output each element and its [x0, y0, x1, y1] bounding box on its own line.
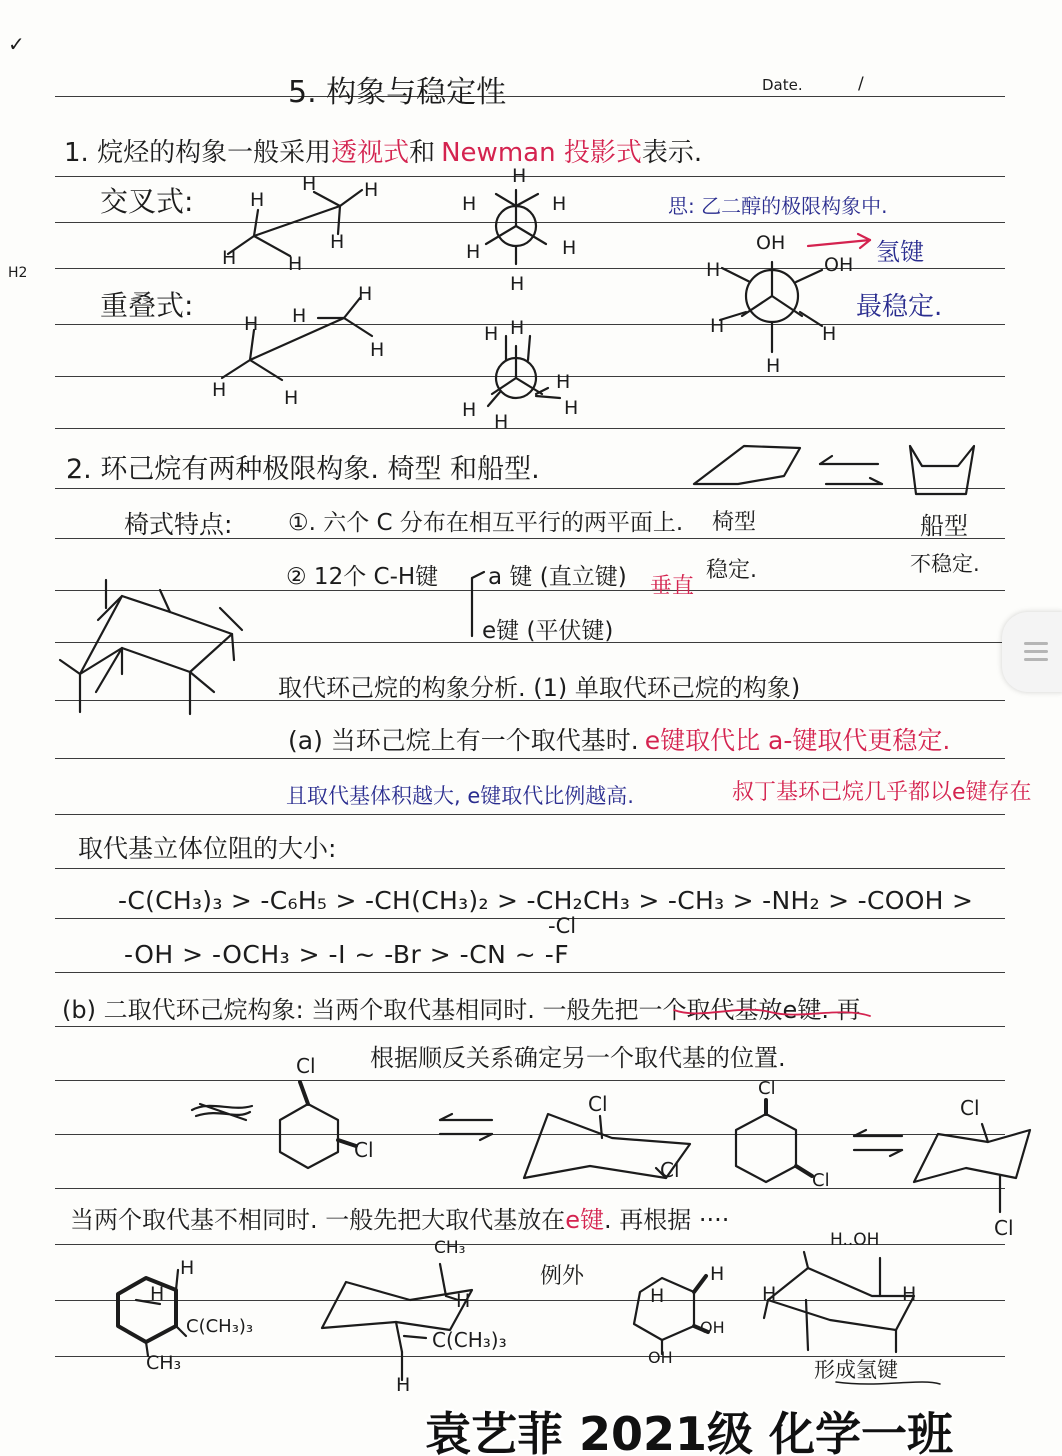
heading-highlight: 透视式 — [331, 138, 410, 168]
hydrogen-atom-label: H — [562, 237, 577, 259]
hydrogen-atom-label: H — [710, 1263, 725, 1285]
glycol-oh-right: OH — [824, 254, 854, 276]
hydrogen-atom-label: H — [462, 193, 477, 215]
tbutyl-note: 叔丁基环己烷几乎都以e键存在 — [732, 780, 1032, 805]
hydrogen-atom-label: H — [706, 259, 721, 281]
steric-line2: -OH > -OCH₃ > -I ~ -Br > -CN ~ -F — [124, 940, 570, 969]
scroll-handle[interactable] — [1002, 612, 1062, 692]
steric-line1: -C(CH₃)₃ > -C₆H₅ > -CH(CH₃)₂ > -CH₂CH₃ > -CH₃ > -NH₂ > -COOH > — [118, 886, 974, 915]
tbu-chair — [322, 1264, 472, 1380]
chair-stable-label: 稳定. — [706, 558, 757, 583]
red-wavy-underline — [674, 1010, 870, 1016]
bond-bracket — [472, 572, 484, 578]
glycol-oh-top: OH — [756, 232, 786, 254]
hydrogen-atom-label: H — [466, 241, 481, 263]
h-label-a: H — [456, 1290, 471, 1312]
hydrogen-atom-label: H — [150, 1283, 165, 1305]
hydrogen-atom-label: H — [288, 253, 303, 275]
hydrogen-atom-label: H — [494, 411, 509, 433]
ctbu-label-1: C(CH₃)₃ — [186, 1316, 254, 1337]
disub-hexagon-2 — [736, 1100, 812, 1182]
boat-conformer — [910, 446, 974, 494]
equilibrium-arrows-3 — [854, 1130, 902, 1156]
disub-line2: 根据顺反关系确定另一个取代基的位置. — [370, 1044, 786, 1072]
hydrogen-atom-label: H — [284, 387, 299, 409]
date-label: Date. — [762, 76, 803, 94]
oh-label-1: OH — [700, 1318, 725, 1337]
disub-cl-7: Cl — [960, 1096, 980, 1120]
disub-cl-2: Cl — [354, 1138, 374, 1162]
disub-cl-8: Cl — [994, 1216, 1014, 1240]
glycol-newman — [720, 262, 822, 352]
ch3-label-1: CH₃ — [146, 1352, 182, 1374]
chair-features-label: 椅式特点: — [124, 510, 233, 539]
disub-chair-1 — [524, 1114, 690, 1182]
handle-bar — [1024, 642, 1048, 645]
chair-point1: ①. 六个 C 分布在相互平行的两平面上. — [288, 510, 684, 536]
glycol-note-title: 思: 乙二醇的极限构象中. — [668, 194, 888, 218]
disub-hexagon-1 — [280, 1082, 356, 1168]
margin-h2: H2 — [8, 265, 28, 281]
handle-bar — [1024, 650, 1048, 653]
hydrogen-atom-label: H — [822, 323, 837, 345]
staggered-newman — [486, 190, 546, 264]
section2-heading: 2. 环己烷有两种极限构象. 椅型 和船型. — [66, 454, 540, 485]
hydrogen-atom-label: H — [512, 165, 527, 187]
hydrogen-atom-label: H — [180, 1257, 195, 1279]
chair-point2: ② 12个 C-H键 — [286, 564, 439, 590]
hbond-underline — [836, 1382, 940, 1384]
hydrogen-atom-label: H — [762, 1283, 777, 1305]
blue-note: 且取代基体积越大, e键取代比例越高. — [286, 784, 634, 808]
line-highlight: e键取代比 a-键取代更稳定. — [644, 726, 951, 755]
heading-highlight: Newman 投影式 — [441, 138, 642, 168]
exception-label: 例外 — [540, 1264, 585, 1289]
hydrogen-atom-label: H — [370, 339, 385, 361]
boat-unstable-label: 不稳定. — [910, 552, 980, 576]
hydrogen-atom-label: H — [302, 173, 317, 195]
chair-label: 椅型 — [712, 510, 757, 535]
ctbu-label-2: C(CH₃)₃ — [432, 1328, 507, 1352]
line-text: 当两个取代基不相同时. 一般先把大取代基放在 — [70, 1206, 566, 1234]
line-text: (a) 当环己烷上有一个取代基时. — [288, 726, 639, 755]
hydrogen-atom-label: H — [710, 315, 725, 337]
hydrogen-atom-label: H — [766, 355, 781, 377]
heading-text: 1. 烷烃的构象一般采用 — [64, 138, 332, 168]
exception-hexagon — [634, 1276, 708, 1354]
hydrogen-atom-label: H — [902, 1283, 917, 1305]
oh-label-2: OH — [648, 1348, 673, 1367]
substituted-title: 取代环己烷的构象分析. (1) 单取代环己烷的构象) — [278, 674, 801, 702]
disub-cl-3: Cl — [588, 1092, 608, 1116]
hydrogen-atom-label: H — [330, 231, 345, 253]
hydrogen-atom-label: H — [510, 317, 525, 339]
line-text: . 再根据 ···· — [604, 1206, 730, 1234]
disub-cl-5: Cl — [758, 1078, 776, 1099]
hydrogen-atom-label: H — [484, 323, 499, 345]
check-mark: ✓ — [8, 32, 25, 56]
equilibrium-arrows-1 — [820, 456, 882, 484]
h-label-b: H — [396, 1374, 411, 1396]
hydrogen-atom-label: H — [462, 399, 477, 421]
scribble — [192, 1104, 252, 1120]
disub-cl-1: Cl — [296, 1054, 316, 1078]
hydrogen-atom-label: H — [552, 193, 567, 215]
hbond-formed-label: 形成氢键 — [814, 1358, 898, 1382]
boat-label: 船型 — [920, 512, 968, 540]
heading-text: 和 — [409, 138, 436, 168]
page-title: 5. 构象与稳定性 — [288, 75, 507, 110]
hydrogen-atom-label: H — [244, 313, 259, 335]
vertical-note: 垂直 — [650, 574, 695, 599]
hydrogen-atom-label: H — [212, 379, 227, 401]
hydrogen-atom-label: H — [510, 273, 525, 295]
hydrogen-atom-label: H — [292, 305, 307, 327]
eclipsed-newman — [488, 336, 560, 406]
h-label-group — [150, 165, 916, 1307]
ch3-label-2: CH₃ — [434, 1238, 466, 1258]
steric-title: 取代基立体位阻的大小: — [78, 834, 337, 863]
handle-bar — [1024, 658, 1048, 661]
chair-with-bonds — [60, 580, 242, 714]
staggered-label: 交叉式: — [100, 185, 194, 218]
hydrogen-atom-label: H — [564, 397, 579, 419]
hydrogen-atom-label: H — [364, 179, 379, 201]
disub-cl-6: Cl — [812, 1170, 830, 1191]
disub-heading: (b) 二取代环己烷构象: 当两个取代基相同时. 一般先把一个取代基放e键. 再 — [62, 996, 861, 1024]
disub-chair-2 — [914, 1124, 1030, 1212]
hydrogen-atom-label: H — [556, 371, 571, 393]
hydrogen-bond-label: 氢键 — [876, 238, 924, 266]
axial-bond-label: a 键 (直立键) — [488, 564, 627, 590]
author-watermark: 袁艺菲 2021级 化学一班 — [425, 1407, 954, 1456]
hydrogen-atom-label: H — [222, 247, 237, 269]
equatorial-bond-label: e键 (平伏键) — [482, 618, 614, 644]
equilibrium-arrows-2 — [440, 1114, 492, 1140]
hbond-h-oh: H..OH — [830, 1230, 880, 1250]
eclipsed-label: 重叠式: — [100, 289, 194, 322]
hydrogen-atom-label: H — [358, 283, 373, 305]
heading-text: 表示. — [641, 138, 703, 168]
steric-cl: -Cl — [548, 914, 577, 938]
hydrogen-atom-label: H — [250, 189, 265, 211]
exception-chair — [764, 1252, 917, 1352]
disub-cl-4: Cl — [660, 1158, 680, 1182]
line-highlight: e键 — [565, 1206, 605, 1234]
most-stable-label: 最稳定. — [856, 292, 943, 322]
chair-conformer — [694, 446, 800, 484]
hydrogen-atom-label: H — [650, 1285, 665, 1307]
date-slash: / — [858, 74, 864, 94]
glycol-arrow — [808, 234, 870, 248]
